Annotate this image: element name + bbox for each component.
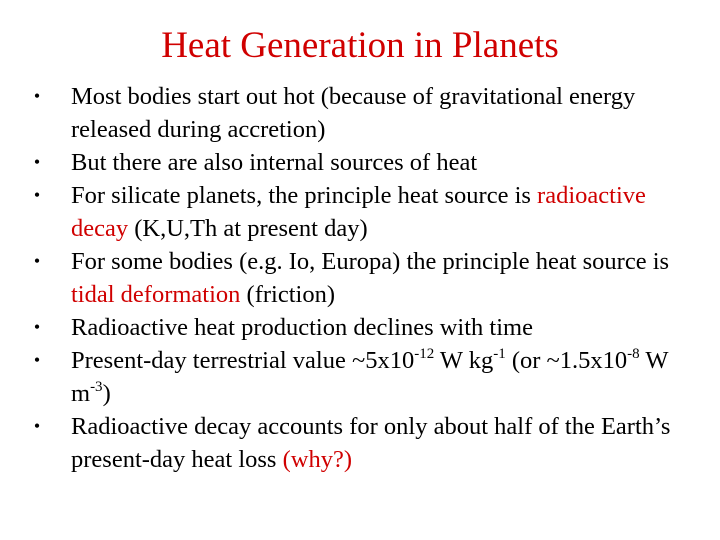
superscript-exponent: -8	[627, 345, 640, 362]
bullet-item	[30, 344, 695, 410]
bullet-item	[30, 245, 695, 311]
bullet-text: W kg	[434, 347, 494, 374]
bullet-dot-icon: •	[33, 86, 41, 106]
bullet-text: For some bodies (e.g. Io, Europa) the principle heat source is	[71, 248, 670, 275]
bullet-text: (or ~1.5x10	[505, 347, 628, 374]
bullet-text: Radioactive heat production declines with time	[71, 314, 533, 341]
bullet-dot-icon: •	[33, 251, 41, 271]
bullet-text: Radioactive decay accounts for only about half of the Earth’s present-day heat loss	[71, 413, 671, 473]
bullet-dot-icon: •	[33, 317, 41, 337]
slide-title: Heat Generation in Planets	[161, 25, 559, 66]
highlighted-text: tidal deformation	[71, 281, 241, 308]
bullet-text: Present-day terrestrial value ~5x10	[71, 347, 415, 374]
bullet-item	[30, 410, 695, 476]
bullet-text: Most bodies start out hot (because of gravitational energy released during accretion)	[71, 83, 636, 143]
bullet-item	[30, 146, 695, 179]
bullet-dot-icon: •	[33, 152, 41, 172]
bullet-item	[30, 311, 695, 344]
bullet-text: W m	[71, 347, 669, 407]
superscript-exponent: -12	[414, 345, 435, 362]
bullet-dot-icon: •	[33, 416, 41, 436]
bullet-text: (friction)	[240, 281, 335, 308]
bullet-text: (K,U,Th at present day)	[128, 215, 368, 242]
bullet-item	[30, 80, 695, 146]
highlighted-text: (why?)	[282, 446, 352, 473]
bullet-dot-icon: •	[33, 185, 41, 205]
bullet-text: But there are also internal sources of heat	[71, 149, 478, 176]
superscript-exponent: -1	[493, 345, 506, 362]
bullet-item	[30, 179, 695, 245]
bullet-text: For silicate planets, the principle heat source is	[71, 182, 538, 209]
bullet-dot-icon: •	[33, 350, 41, 370]
bullet-list	[30, 80, 695, 476]
bullet-text: )	[102, 380, 111, 407]
superscript-exponent: -3	[90, 378, 103, 395]
highlighted-text: radioactive decay	[71, 182, 646, 242]
